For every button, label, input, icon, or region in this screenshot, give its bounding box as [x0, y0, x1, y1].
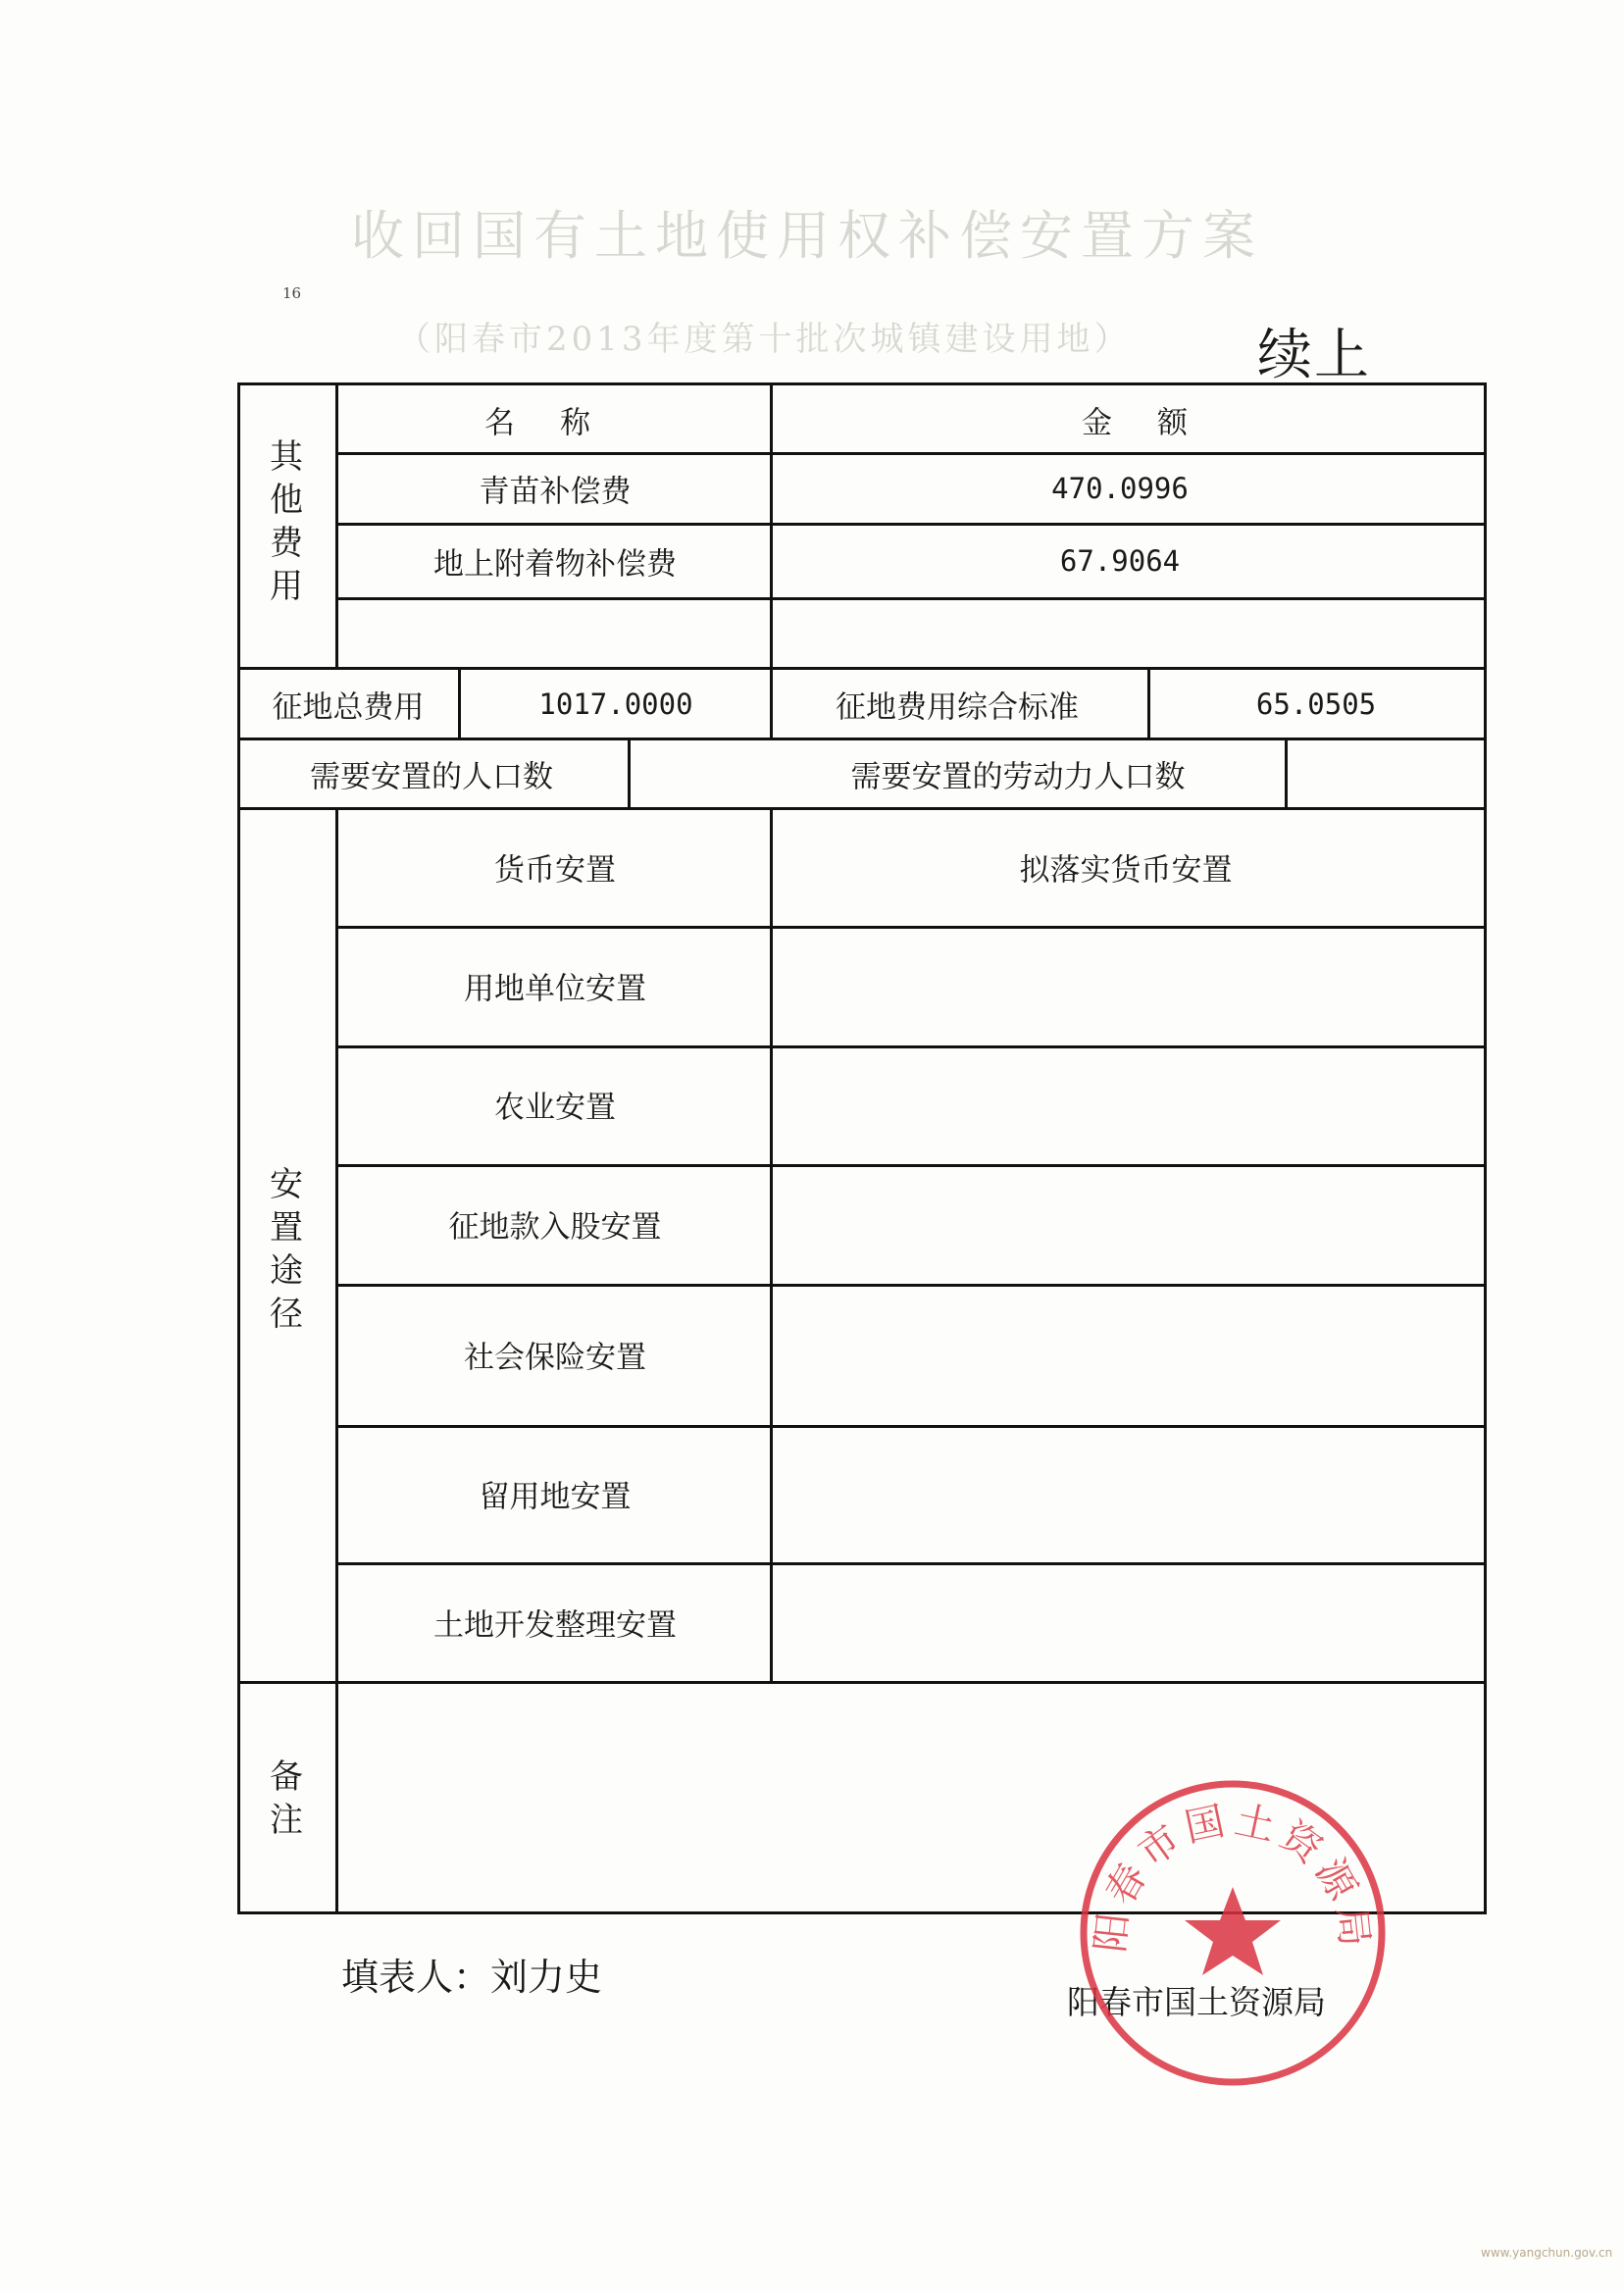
resettle-labor-label: 需要安置的劳动力人口数	[850, 759, 1186, 795]
cost-standard-value: 65.0505	[1255, 687, 1377, 721]
planned-monetary-label: 拟落实货币安置	[1019, 852, 1233, 889]
fee-amount-attachments: 67.9064	[1059, 544, 1181, 578]
total-cost-value: 1017.0000	[538, 687, 693, 721]
name-column-header: 名称	[484, 405, 635, 441]
remarks-label: 备注	[270, 1757, 303, 1840]
ghost-subtitle: （阳春市2013年度第十批次城镇建设用地）	[397, 320, 1132, 359]
fee-amount-seedling: 470.0996	[1051, 472, 1189, 505]
form-table	[237, 382, 1487, 1914]
cost-standard-label: 征地费用综合标准	[836, 689, 1079, 726]
continued-label: 续上	[1257, 324, 1371, 387]
method-monetary: 货币安置	[494, 852, 616, 889]
resettlement-label: 安置途径	[270, 1165, 303, 1334]
method-land-development: 土地开发整理安置	[433, 1607, 677, 1644]
method-reserved-land: 留用地安置	[479, 1479, 632, 1515]
amount-column-header: 金额	[1082, 405, 1233, 441]
agency-name: 阳春市国土资源局	[1067, 1983, 1326, 2021]
method-employer: 用地单位安置	[464, 971, 646, 1007]
resettle-people-label: 需要安置的人口数	[310, 759, 553, 795]
total-cost-label: 征地总费用	[272, 689, 425, 726]
fee-name-attachments: 地上附着物补偿费	[433, 546, 677, 583]
page-number: 16	[282, 284, 302, 302]
watermark-corner: www.yangchun.gov.cn	[1481, 2246, 1613, 2260]
ghost-title: 收回国有土地使用权补偿安置方案	[351, 205, 1263, 267]
method-agriculture: 农业安置	[494, 1090, 616, 1126]
official-seal-icon	[1071, 1771, 1395, 2095]
method-equity: 征地款入股安置	[448, 1209, 662, 1246]
fee-name-seedling: 青苗补偿费	[479, 474, 632, 510]
other-fees-label: 其他费用	[270, 437, 303, 606]
filler-signature: 填表人：刘力史	[341, 1956, 603, 1999]
method-social-insurance: 社会保险安置	[464, 1340, 646, 1376]
seal-text: 阳春市国土资源局	[1088, 1797, 1378, 1955]
